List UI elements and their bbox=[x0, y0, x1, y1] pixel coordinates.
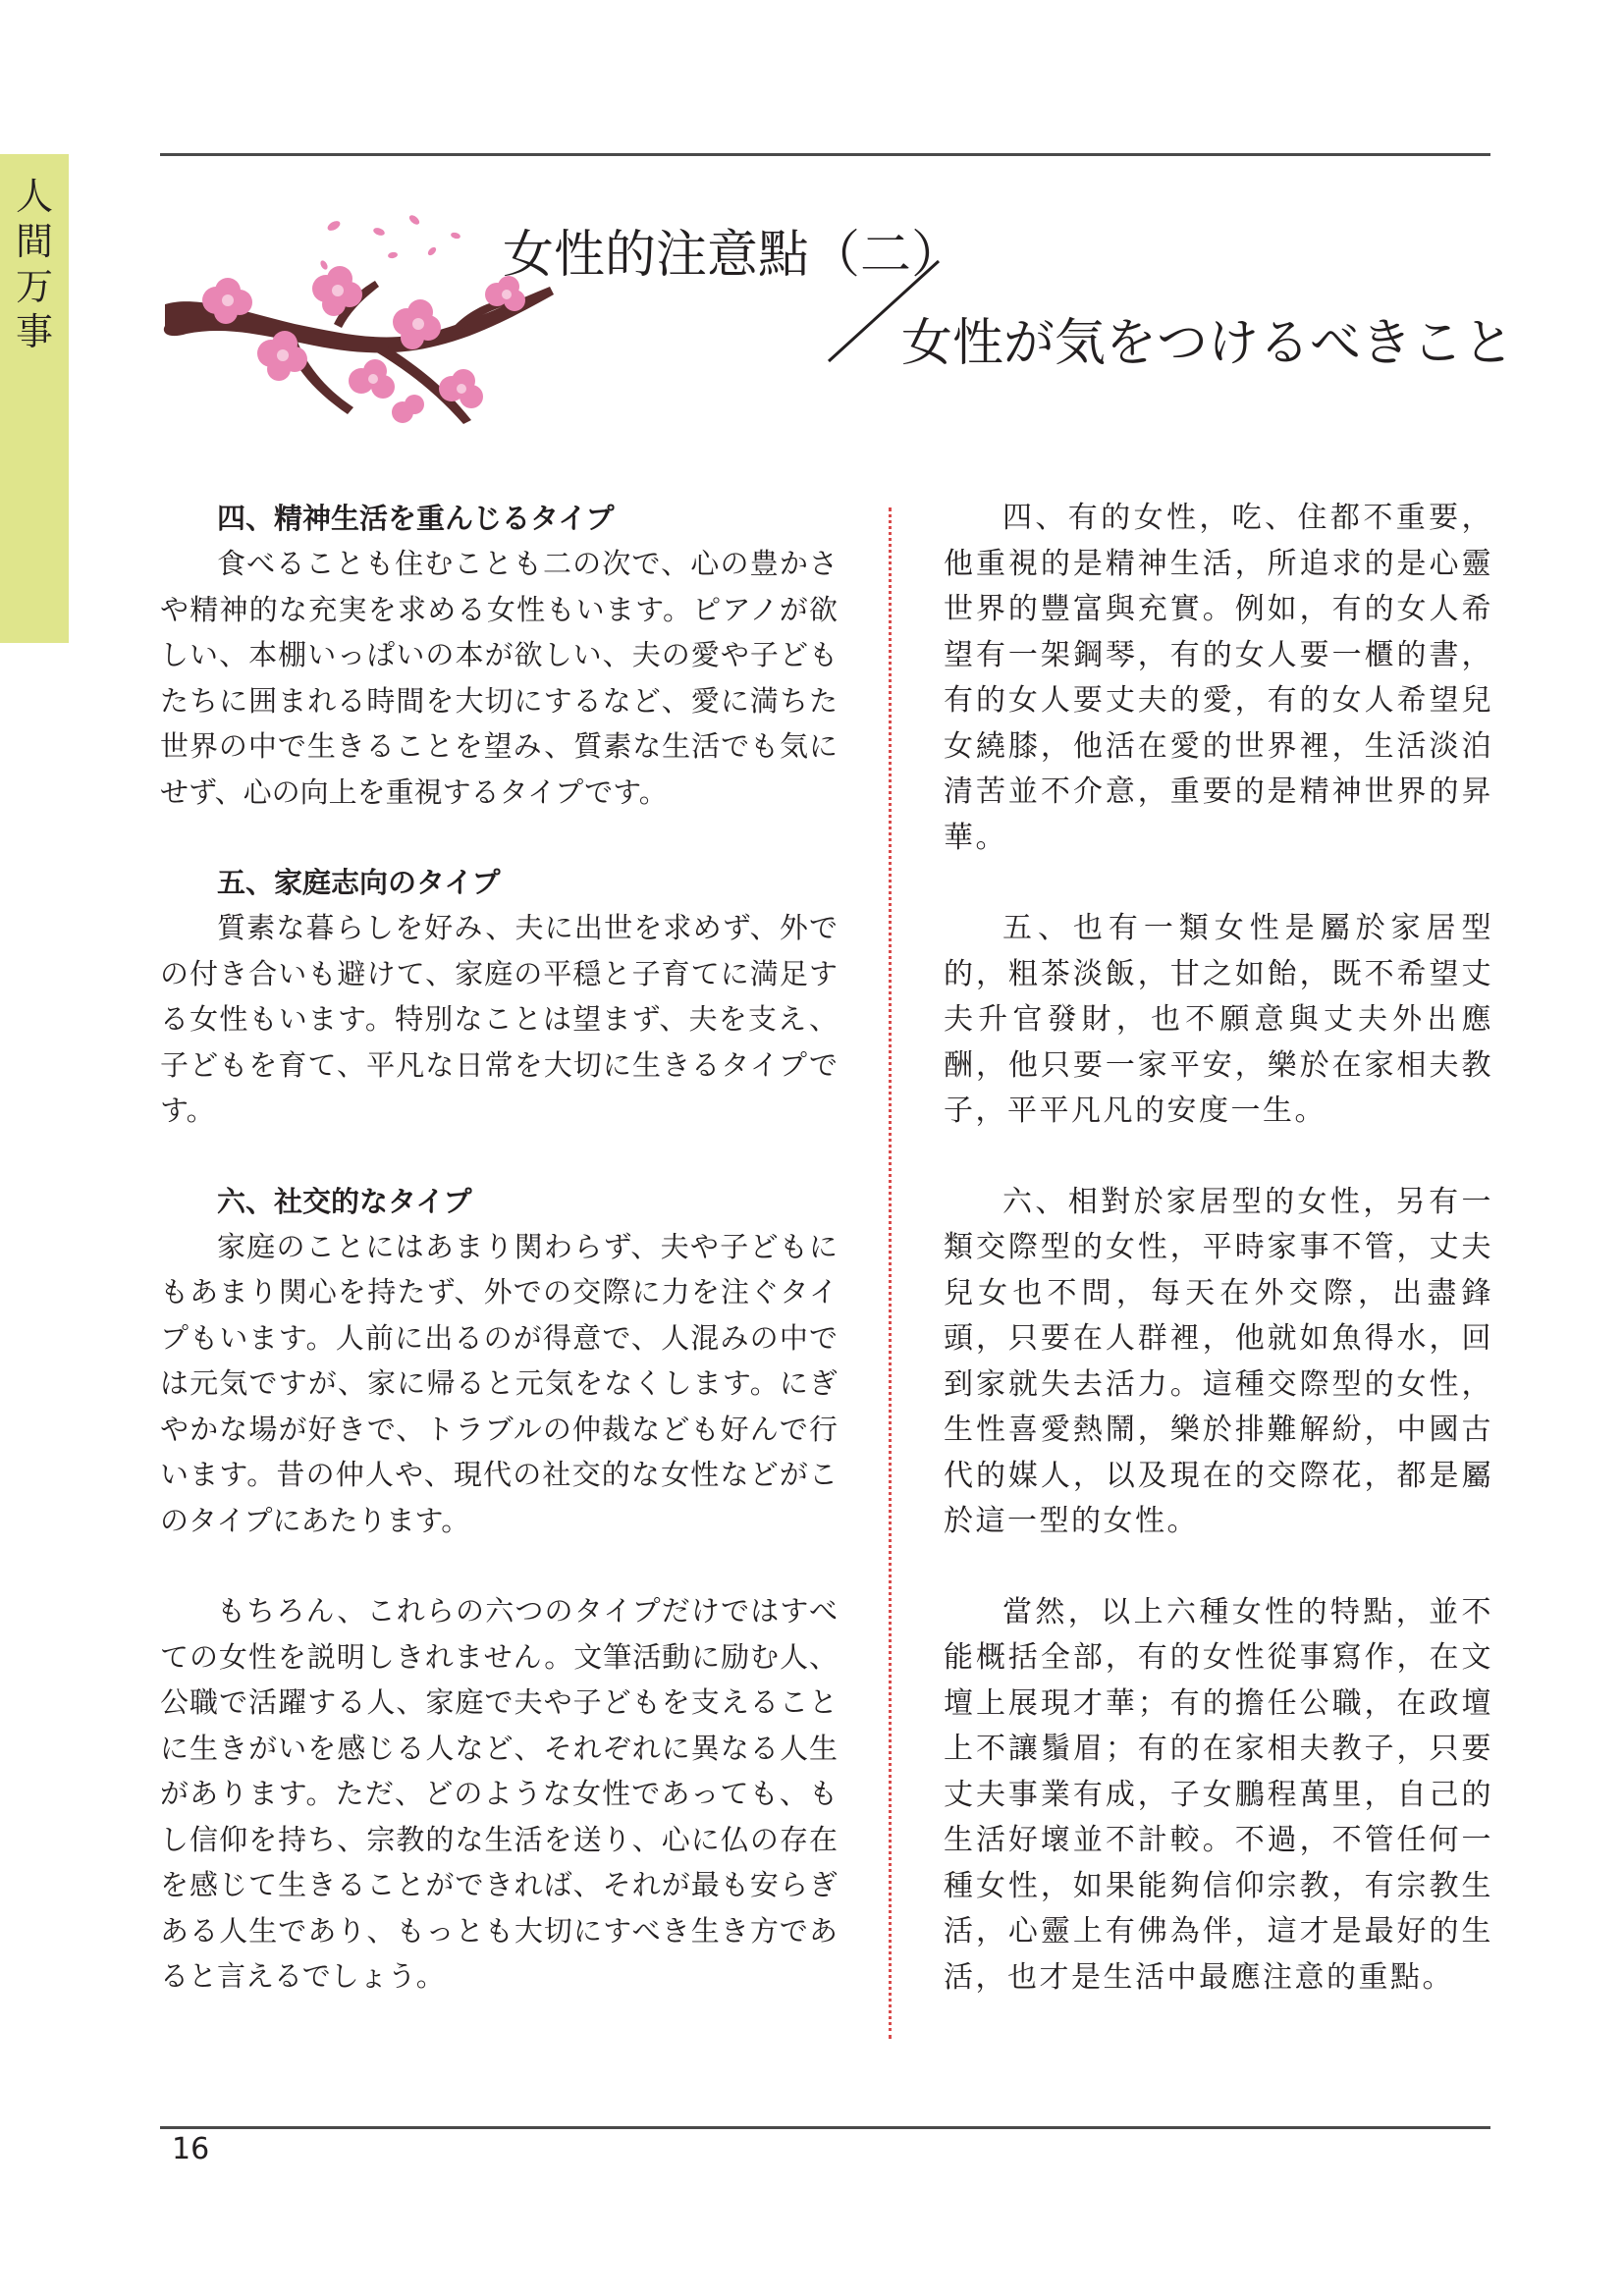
title-chinese: 女性的注意點（二） bbox=[503, 226, 963, 285]
section-body: 質素な暮らしを好み、夫に出世を求めず、外での付き合いも避けて、家庭の平穏と子育てに満足する女性もいます。特別なことは望まず、夫を支え、子どもを育て、平凡な日常を大切に生きるタイプです。 bbox=[160, 911, 838, 1127]
footer-rule bbox=[160, 2126, 1490, 2129]
section-body: 當然，以上六種女性的特點，並不能概括全部，有的女性從事寫作，在文壇上展現才華；有的擔任公職，在政壇上不讓鬚眉；有的在家相夫教子，只要丈夫事業有成，子女鵬程萬里，自己的生活好壞並不計較。不過，不管任何一種女性，如果能夠信仰宗教，有宗教生活，心靈上有佛為伴，這才是最好的生活，也才是生活中最應注意的重點。 bbox=[944, 1594, 1493, 1995]
section-tab-label bbox=[0, 174, 69, 354]
chinese-column bbox=[944, 496, 1493, 2046]
title-japanese: 女性が気をつけるべきこと bbox=[901, 314, 1515, 373]
section-body: 食べることも住むことも二の次で、心の豊かさや精神的な充実を求める女性もいます。ピアノが欲しい、本棚いっぱいの本が欲しい、夫の愛や子どもたちに囲まれる時間を大切にするなど、愛に満ちた世界の中で生きることを望み、質素な生活でも気にせず、心の向上を重視するタイプです。 bbox=[160, 547, 838, 809]
section bbox=[944, 1590, 1493, 2002]
section bbox=[160, 1588, 838, 2000]
section-heading: 六、社交的なタイプ bbox=[217, 1184, 472, 1218]
section-body: 六、相對於家居型的女性，另有一類交際型的女性，平時家事不管，丈夫兒女也不問，每天在外交際，出盡鋒頭，只要在人群裡，他就如魚得水，回到家就失去活力。這種交際型的女性，生性喜愛熱鬧，樂於排難解紛，中國古代的媒人，以及現在的交際花，都是屬於這一型的女性。 bbox=[944, 1184, 1493, 1538]
section-heading: 四、精神生活を重んじるタイプ bbox=[217, 502, 615, 535]
section-tab-char: 間 bbox=[15, 220, 53, 263]
section-tab-char: 事 bbox=[15, 310, 53, 353]
section bbox=[944, 496, 1493, 861]
section bbox=[944, 1180, 1493, 1545]
section-body: 四、有的女性，吃、住都不重要，他重視的是精神生活，所追求的是心靈世界的豐富與充實。例如，有的女人希望有一架鋼琴，有的女人要一櫃的書，有的女人要丈夫的愛，有的女人希望兒女繞膝，他活在愛的世界裡，生活淡泊清苦並不介意，重要的是精神世界的昇華。 bbox=[944, 501, 1493, 855]
section-body: 家庭のことにはあまり関わらず、夫や子どもにもあまり関心を持たず、外での交際に力を注ぐタイプもいます。人前に出るのが得意で、人混みの中では元気ですが、家に帰ると元気をなくします。にぎやかな場が好きで、トラブルの仲裁なども好んで行います。昔の仲人や、現代の社交的な女性などがこのタイプにあたります。 bbox=[160, 1229, 838, 1537]
page-number: 16 bbox=[172, 2132, 210, 2166]
section-tab bbox=[0, 154, 69, 643]
section-tab-char: 万 bbox=[15, 265, 53, 308]
section bbox=[160, 496, 838, 815]
section-body: もちろん、これらの六つのタイプだけではすべての女性を説明しきれません。文筆活動に励む人、公職で活躍する人、家庭で夫や子どもを支えることに生きがいを感じる人など、それぞれに異なる人生があります。ただ、どのような女性であっても、もし信仰を持ち、宗教的な生活を送り、心に仏の存在を感じて生きることができれば、それが最も安らぎある人生であり、もっとも大切にすべき生き方であると言えるでしょう。 bbox=[160, 1594, 838, 1993]
section bbox=[160, 860, 838, 1134]
section-tab-char: 人 bbox=[15, 175, 53, 218]
section-body: 五、也有一類女性是屬於家居型的，粗茶淡飯，甘之如飴，既不希望丈夫升官發財，也不願意與丈夫外出應酬，他只要一家平安，樂於在家相夫教子，平平凡凡的安度一生。 bbox=[944, 911, 1493, 1128]
japanese-column bbox=[160, 496, 838, 2045]
section-heading: 五、家庭志向のタイプ bbox=[217, 866, 501, 899]
section bbox=[160, 1179, 838, 1544]
section bbox=[944, 906, 1493, 1135]
column-divider bbox=[889, 507, 892, 2039]
header-rule bbox=[160, 153, 1490, 156]
